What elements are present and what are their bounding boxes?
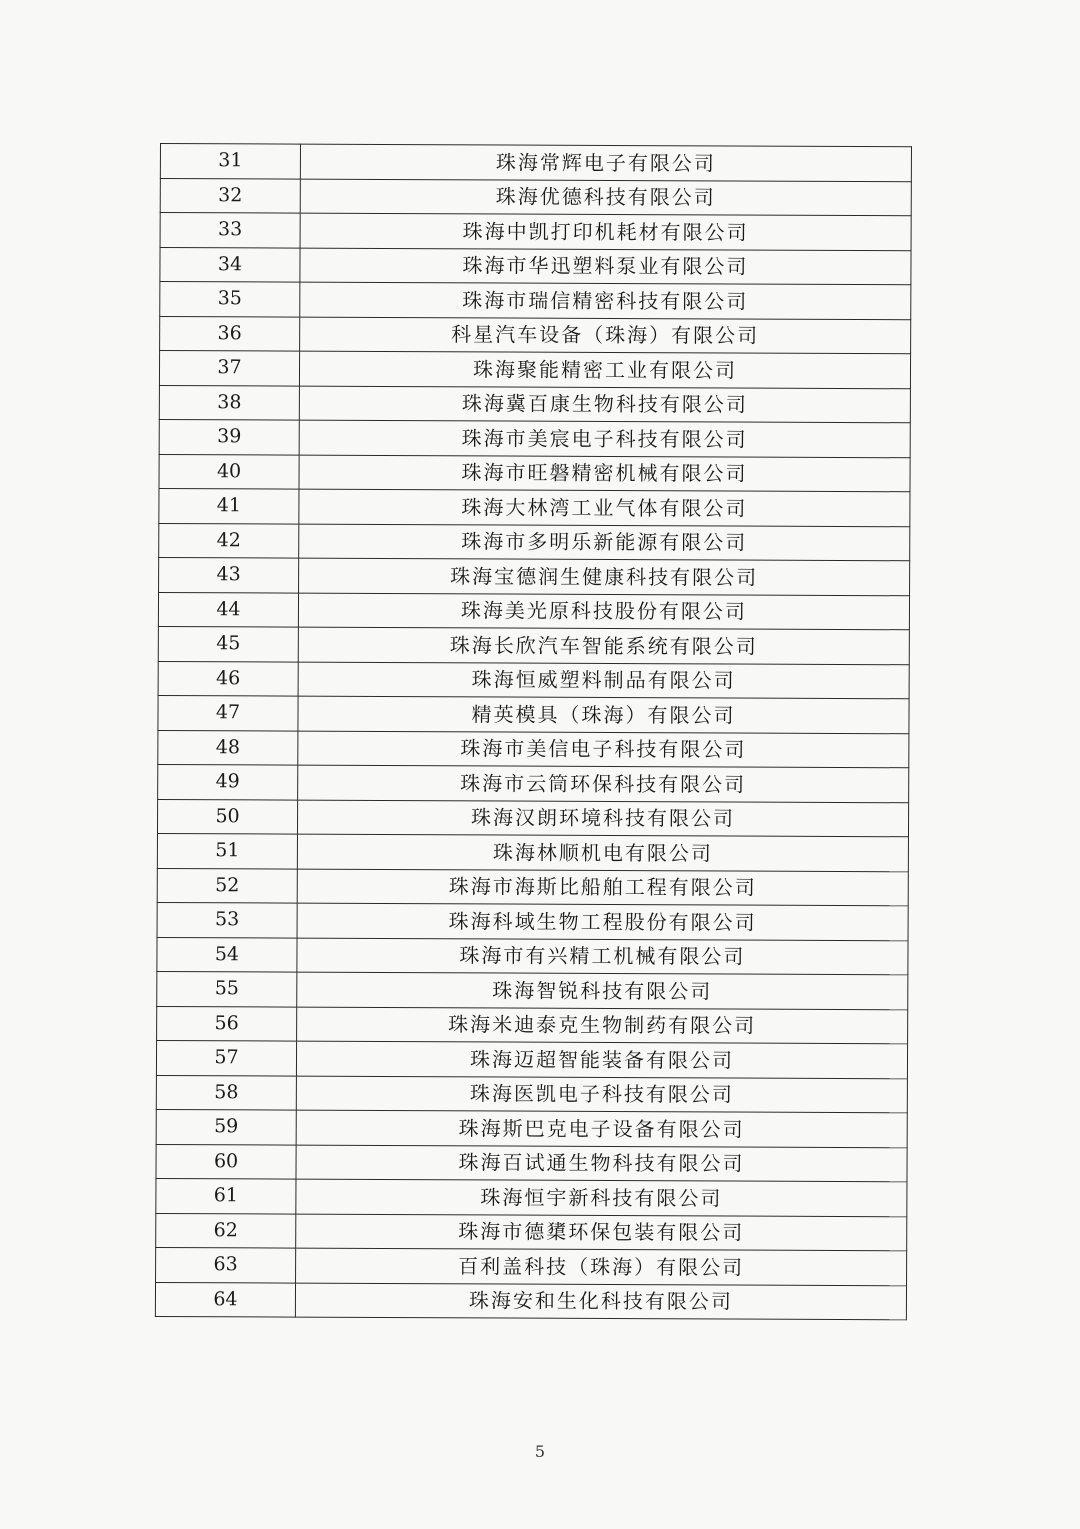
table-row: [160, 178, 911, 216]
table-row: [160, 213, 911, 251]
row-number: 50: [157, 799, 297, 834]
table-row: [156, 1040, 907, 1078]
company-name: 珠海市美信电子科技有限公司: [298, 731, 909, 768]
row-number: 43: [159, 557, 299, 592]
company-name: 珠海市瑞信精密科技有限公司: [300, 282, 911, 319]
company-name: 珠海大林湾工业气体有限公司: [299, 489, 910, 526]
company-name: 珠海林顺机电有限公司: [297, 834, 908, 871]
company-name: 珠海迈超智能装备有限公司: [296, 1041, 907, 1078]
row-number: 31: [160, 144, 300, 179]
row-number: 38: [159, 385, 299, 420]
table-row: [156, 1144, 907, 1182]
company-name: 珠海市华迅塑料泵业有限公司: [300, 248, 911, 285]
row-number: 45: [158, 626, 298, 661]
table-row: [158, 626, 909, 664]
company-name: 珠海斯巴克电子设备有限公司: [296, 1110, 907, 1147]
row-number: 40: [159, 454, 299, 489]
row-number: 33: [160, 213, 300, 248]
table-row: [156, 1213, 907, 1251]
table-row: [155, 1282, 906, 1320]
row-number: 48: [158, 730, 298, 765]
company-name: 珠海恒宇新科技有限公司: [296, 1179, 907, 1216]
row-number: 39: [159, 419, 299, 454]
table-row: [159, 351, 910, 389]
company-list-body: [155, 144, 911, 1320]
table-row: [156, 1075, 907, 1113]
table-row: [157, 833, 908, 871]
table-row: [156, 1109, 907, 1147]
row-number: 56: [157, 1006, 297, 1041]
company-name: 珠海优德科技有限公司: [300, 179, 911, 216]
table-row: [159, 385, 910, 423]
row-number: 42: [159, 523, 299, 558]
company-name: 珠海米迪泰克生物制药有限公司: [297, 1007, 908, 1044]
table-row: [158, 592, 909, 630]
row-number: 35: [160, 282, 300, 317]
company-name: 珠海美光原科技股份有限公司: [298, 593, 909, 630]
row-number: 54: [157, 937, 297, 972]
table-row: [160, 282, 911, 320]
row-number: 62: [156, 1213, 296, 1248]
company-name: 珠海科域生物工程股份有限公司: [297, 903, 908, 940]
table-row: [157, 902, 908, 940]
company-list-table: [155, 143, 912, 1320]
table-row: [157, 937, 908, 975]
row-number: 61: [156, 1178, 296, 1213]
row-number: 47: [158, 695, 298, 730]
row-number: 44: [158, 592, 298, 627]
row-number: 51: [157, 833, 297, 868]
company-name: 珠海智锐科技有限公司: [297, 972, 908, 1009]
row-number: 36: [160, 316, 300, 351]
table-row: [159, 557, 910, 595]
row-number: 57: [156, 1040, 296, 1075]
table-row: [159, 488, 910, 526]
company-name: 珠海市旺磐精密机械有限公司: [299, 455, 910, 492]
company-name: 珠海中凯打印机耗材有限公司: [300, 213, 911, 250]
table-row: [156, 1247, 907, 1285]
table-row: [158, 695, 909, 733]
row-number: 41: [159, 488, 299, 523]
company-name: 珠海安和生化科技有限公司: [295, 1283, 906, 1320]
company-name: 珠海市多明乐新能源有限公司: [299, 524, 910, 561]
row-number: 52: [157, 868, 297, 903]
company-name: 珠海长欣汽车智能系统有限公司: [298, 627, 909, 664]
company-name: 珠海市云筒环保科技有限公司: [298, 765, 909, 802]
company-name: 珠海宝德润生健康科技有限公司: [299, 558, 910, 595]
page-number: 5: [534, 1442, 546, 1461]
table-row: [159, 419, 910, 457]
table-row: [160, 316, 911, 354]
company-name: 百利盖科技（珠海）有限公司: [296, 1248, 907, 1285]
row-number: 58: [156, 1075, 296, 1110]
table-row: [158, 764, 909, 802]
table-row: [158, 661, 909, 699]
table-row: [157, 971, 908, 1009]
company-name: 精英模具（珠海）有限公司: [298, 696, 909, 733]
company-name: 珠海市有兴精工机械有限公司: [297, 938, 908, 975]
company-name: 珠海医凯电子科技有限公司: [296, 1076, 907, 1113]
row-number: 46: [158, 661, 298, 696]
table-row: [156, 1178, 907, 1216]
company-name: 珠海市海斯比船舶工程有限公司: [297, 869, 908, 906]
row-number: 49: [158, 764, 298, 799]
table-row: [160, 144, 911, 182]
company-name: 珠海市德橥环保包装有限公司: [296, 1214, 907, 1251]
table-row: [157, 868, 908, 906]
table-row: [158, 730, 909, 768]
row-number: 60: [156, 1144, 296, 1179]
company-name: 珠海百试通生物科技有限公司: [296, 1145, 907, 1182]
company-name: 珠海聚能精密工业有限公司: [299, 351, 910, 388]
company-name: 珠海市美宸电子科技有限公司: [299, 420, 910, 457]
company-name: 珠海汉朗环境科技有限公司: [297, 800, 908, 837]
table-row: [157, 1006, 908, 1044]
company-name: 科星汽车设备（珠海）有限公司: [300, 317, 911, 354]
row-number: 32: [160, 178, 300, 213]
row-number: 63: [156, 1247, 296, 1282]
table-row: [159, 454, 910, 492]
row-number: 64: [155, 1282, 295, 1317]
row-number: 37: [159, 351, 299, 386]
row-number: 55: [157, 971, 297, 1006]
table-row: [159, 523, 910, 561]
row-number: 59: [156, 1109, 296, 1144]
company-name: 珠海冀百康生物科技有限公司: [299, 386, 910, 423]
table-row: [157, 799, 908, 837]
row-number: 34: [160, 247, 300, 282]
company-name: 珠海恒威塑料制品有限公司: [298, 662, 909, 699]
table-row: [160, 247, 911, 285]
row-number: 53: [157, 902, 297, 937]
company-name: 珠海常辉电子有限公司: [300, 144, 911, 181]
